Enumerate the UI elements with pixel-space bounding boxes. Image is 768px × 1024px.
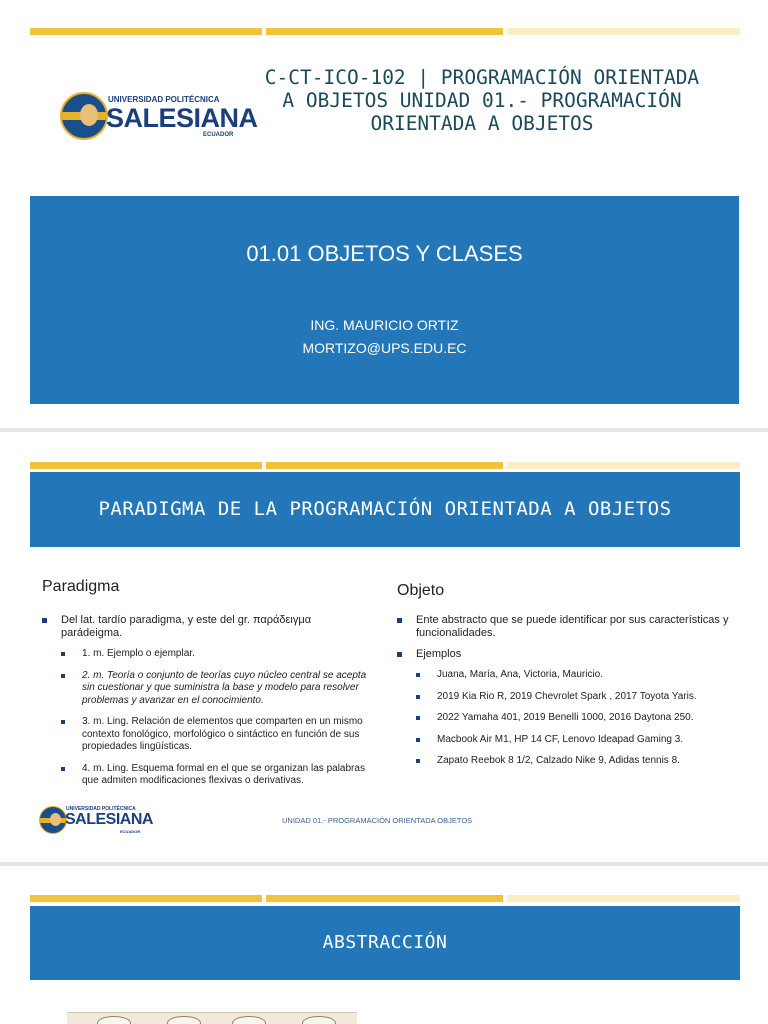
thought-bubble-icon [232, 1016, 266, 1024]
globe-emblem-icon [60, 92, 108, 140]
thought-bubble-icon [97, 1016, 131, 1024]
list-item: Juana, María, Ana, Victoria, Mauricio. [416, 669, 732, 682]
stripe [507, 28, 740, 35]
slide-heading: ABSTRACCIÓN [30, 906, 740, 980]
university-logo [60, 92, 258, 142]
title-panel [30, 196, 739, 404]
slide-heading: PARADIGMA DE LA PROGRAMACIÓN ORIENTADA A OBJETOS [30, 472, 740, 547]
globe-emblem-icon [39, 806, 67, 834]
logo-top-text: UNIVERSIDAD POLITÉCNICA [108, 95, 220, 104]
abstraction-slide [0, 866, 768, 1024]
author-email: MORTIZO@UPS.EDU.EC [302, 340, 467, 356]
stripe [266, 28, 503, 35]
title-slide [0, 0, 768, 428]
logo-main-text: SALESIANA [106, 103, 258, 133]
logo-main-text: SALESIANA [65, 811, 153, 828]
logo-sub-text: ECUADOR [120, 829, 141, 834]
list-item: Ente abstracto que se puede identificar por sus características y funcionalidades. [397, 614, 732, 640]
stripe [30, 462, 262, 469]
cartoon-image [67, 1012, 357, 1024]
list-item: 2019 Kia Rio R, 2019 Chevrolet Spark , 2017 Toyota Yaris. [416, 691, 732, 704]
stripe [266, 462, 503, 469]
list-item [397, 648, 732, 768]
stripe [30, 28, 262, 35]
slide-footer: UNIDAD 01.- PROGRAMACIÓN ORIENTADA OBJETOS [282, 816, 473, 825]
university-logo [39, 805, 153, 837]
paradigm-definition: Del lat. tardío paradigma, y este del gr. παράδειγμα parádeigma. [61, 614, 312, 639]
logo-top-text: UNIVERSIDAD POLITÉCNICA [66, 806, 136, 812]
object-list [397, 614, 732, 777]
examples-label: Ejemplos [416, 648, 462, 660]
list-item: Macbook Air M1, HP 14 CF, Lenovo Ideapad Gaming 3. [416, 734, 732, 747]
paradigm-slide [0, 432, 768, 862]
stripe [507, 462, 740, 469]
list-item: 2022 Yamaha 401, 2019 Benelli 1000, 2016 Daytona 250. [416, 712, 732, 725]
course-title: C-CT-ICO-102 | PROGRAMACIÓN ORIENTADA A OBJETOS UNIDAD 01.- PROGRAMACIÓN ORIENTADA A OBJETOS [264, 66, 700, 135]
stripe [507, 895, 740, 902]
thought-bubble-icon [302, 1016, 336, 1024]
author-name: ING. MAURICIO ORTIZ [310, 317, 459, 333]
list-item: Zapato Reebok 8 1/2, Calzado Nike 9, Adidas tennis 8. [416, 755, 732, 768]
logo-sub-text: ECUADOR [203, 132, 234, 138]
lesson-title: 01.01 OBJETOS Y CLASES [246, 241, 523, 266]
thought-bubble-icon [167, 1016, 201, 1024]
object-title: Objeto [397, 582, 445, 599]
accent-stripes [30, 462, 740, 469]
stripe [266, 895, 503, 902]
paradigm-list [42, 614, 372, 797]
list-item [42, 614, 372, 788]
list-item: 4. m. Ling. Esquema formal en el que se organizan las palabras que admiten modificaciones flexivas o derivativas. [61, 763, 372, 788]
list-item: 3. m. Ling. Relación de elementos que comparten en un mismo contexto fonológico, morfológico o sintáctico en función de sus propiedades lingüísticas. [61, 716, 372, 754]
list-item: 2. m. Teoría o conjunto de teorías cuyo núcleo central se acepta sin cuestionar y que suministra la base y modelo para resolver problemas y avanzar en el conocimiento. [61, 670, 372, 708]
accent-stripes [30, 28, 740, 35]
accent-stripes [30, 895, 740, 902]
paradigm-title: Paradigma [42, 578, 120, 595]
list-item: 1. m. Ejemplo o ejemplar. [61, 648, 372, 661]
stripe [30, 895, 262, 902]
